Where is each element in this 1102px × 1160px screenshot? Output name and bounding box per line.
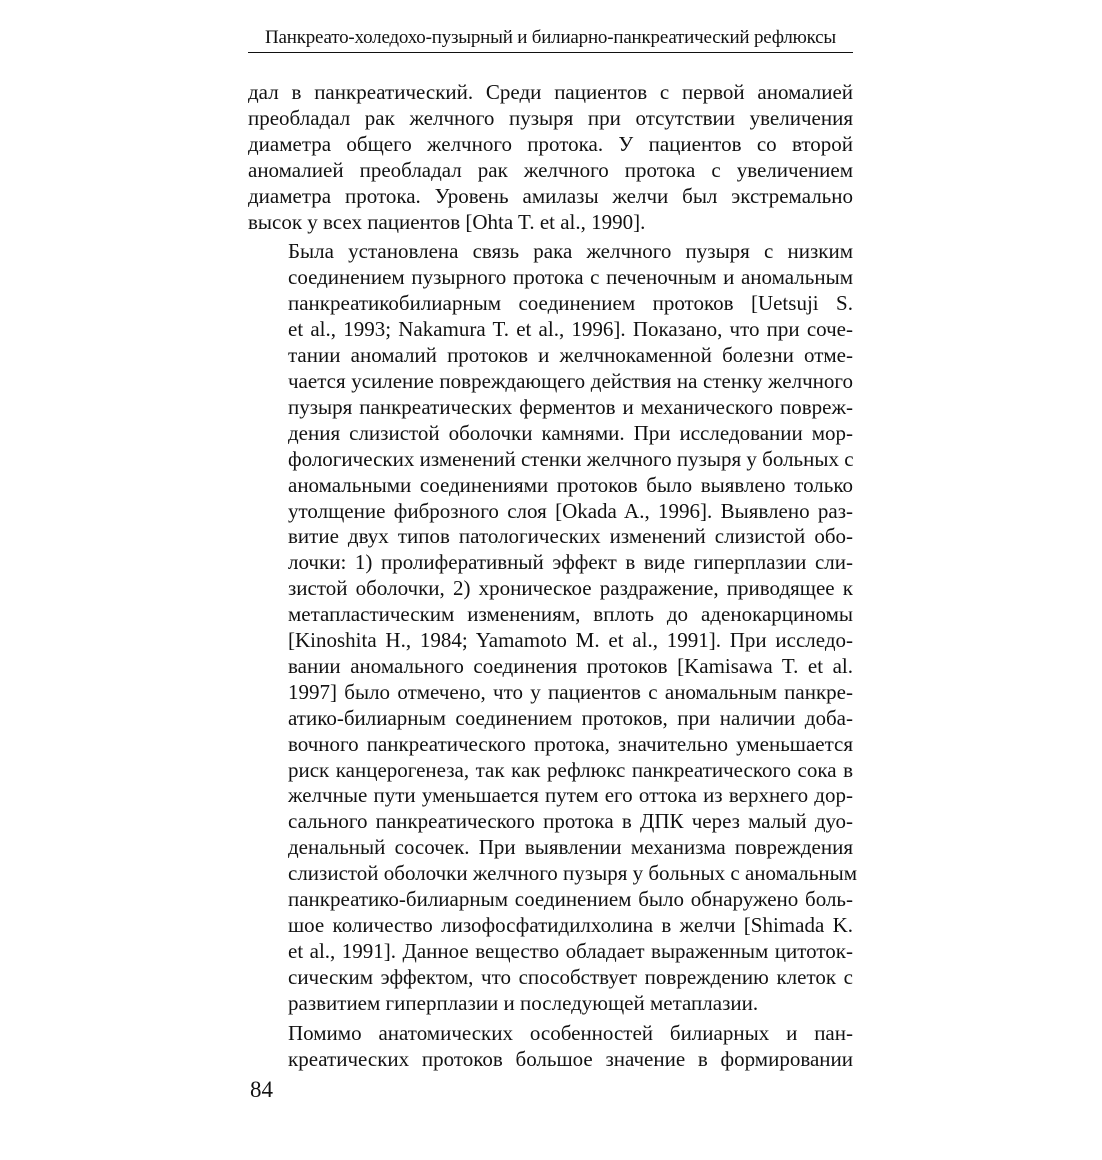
text-line: атико-билиарным соединением протоков, при наличии доба-	[288, 705, 853, 730]
text-line: Помимо анатомических особенностей билиарных и пан-	[288, 1020, 853, 1045]
text-line: панкреатикобилиарным соединением протоков [Uetsuji S.	[288, 291, 853, 316]
text-line: денальный сосочек. При выявлении механизма повреждения	[288, 835, 853, 860]
text-line: развитием гиперплазии и последующей метаплазии.	[288, 990, 759, 1015]
text-line: 1997] было отмечено, что у пациентов с аномальным панкре-	[288, 679, 853, 704]
text-line: et al., 1991]. Данное вещество обладает выраженным цитоток-	[288, 938, 853, 963]
text-line: желчные пути уменьшается путем его оттока из верхнего дор-	[288, 783, 853, 808]
text-line: слизистой оболочки желчного пузыря у больных с аномальным	[288, 861, 857, 886]
text-line: тании аномалий протоков и желчнокаменной болезни отме-	[288, 343, 853, 368]
text-line: витие двух типов патологических изменений слизистой обо-	[288, 524, 853, 549]
text-line: преобладал рак желчного пузыря при отсутствии увеличения	[248, 105, 853, 130]
text-line: сическим эффектом, что способствует повреждению клеток с	[288, 964, 853, 989]
text-line: диаметра общего желчного протока. У пациентов со второй	[248, 131, 853, 156]
text-line: пузыря панкреатических ферментов и механического повреж-	[288, 394, 853, 419]
paragraph-2	[248, 239, 857, 1016]
text-line: дал в панкреатический. Среди пациентов с первой аномалией	[248, 80, 853, 104]
text-line: лочки: 1) пролиферативный эффект в виде гиперплазии сли-	[288, 550, 853, 575]
text-line: соединением пузырного протока с печеночным и аномальным	[288, 265, 853, 290]
body-text	[248, 80, 857, 1072]
text-line: дения слизистой оболочки камнями. При исследовании мор-	[288, 420, 853, 445]
page-number: 84	[250, 1077, 273, 1102]
text-line: аномальными соединениями протоков было выявлено только	[288, 472, 853, 497]
text-line: шое количество лизофосфатидилхолина в желчи [Shimada K.	[288, 913, 853, 937]
text-line: [Kinoshita H., 1984; Yamamoto M. et al., 1991]. При исследо-	[288, 628, 853, 653]
text-line: высок у всех пациентов [Ohta T. et al., 1990].	[248, 209, 646, 234]
paragraph-3	[248, 1021, 853, 1073]
text-line: креатических протоков большое значение в формировании	[288, 1046, 853, 1071]
text-line: аномалией преобладал рак желчного протока с увеличением	[248, 157, 853, 182]
running-head: Панкреато-холедохо-пузырный и билиарно-панкреатический рефлюксы	[265, 27, 836, 48]
text-line: утолщение фиброзного слоя [Okada A., 1996]. Выявлено раз-	[288, 498, 853, 523]
text-line: вании аномального соединения протоков [Kamisawa T. et al.	[288, 653, 853, 678]
text-line: вочного панкреатического протока, значительно уменьшается	[288, 731, 853, 756]
text-line: диаметра протока. Уровень амилазы желчи был экстремально	[248, 183, 853, 208]
text-line: панкреатико-билиарным соединением было обнаружено боль-	[288, 887, 853, 912]
text-line: фологических изменений стенки желчного пузыря у больных с	[288, 446, 854, 471]
text-line: зистой оболочки, 2) хроническое раздражение, приводящее к	[288, 576, 853, 601]
paragraph-1	[248, 80, 853, 235]
text-line: сального панкреатического протока в ДПК через малый дуо-	[288, 809, 853, 834]
text-line: чается усиление повреждающего действия на стенку желчного	[288, 368, 853, 393]
text-line: et al., 1993; Nakamura T. et al., 1996]. Показано, что при соче-	[288, 317, 853, 342]
text-line: риск канцерогенеза, так как рефлюкс панкреатического сока в	[288, 757, 853, 782]
text-line: метапластическим изменениям, вплоть до аденокарциномы	[288, 602, 853, 627]
text-line: Была установлена связь рака желчного пузыря с низким	[288, 239, 853, 264]
header-rule	[248, 52, 853, 53]
